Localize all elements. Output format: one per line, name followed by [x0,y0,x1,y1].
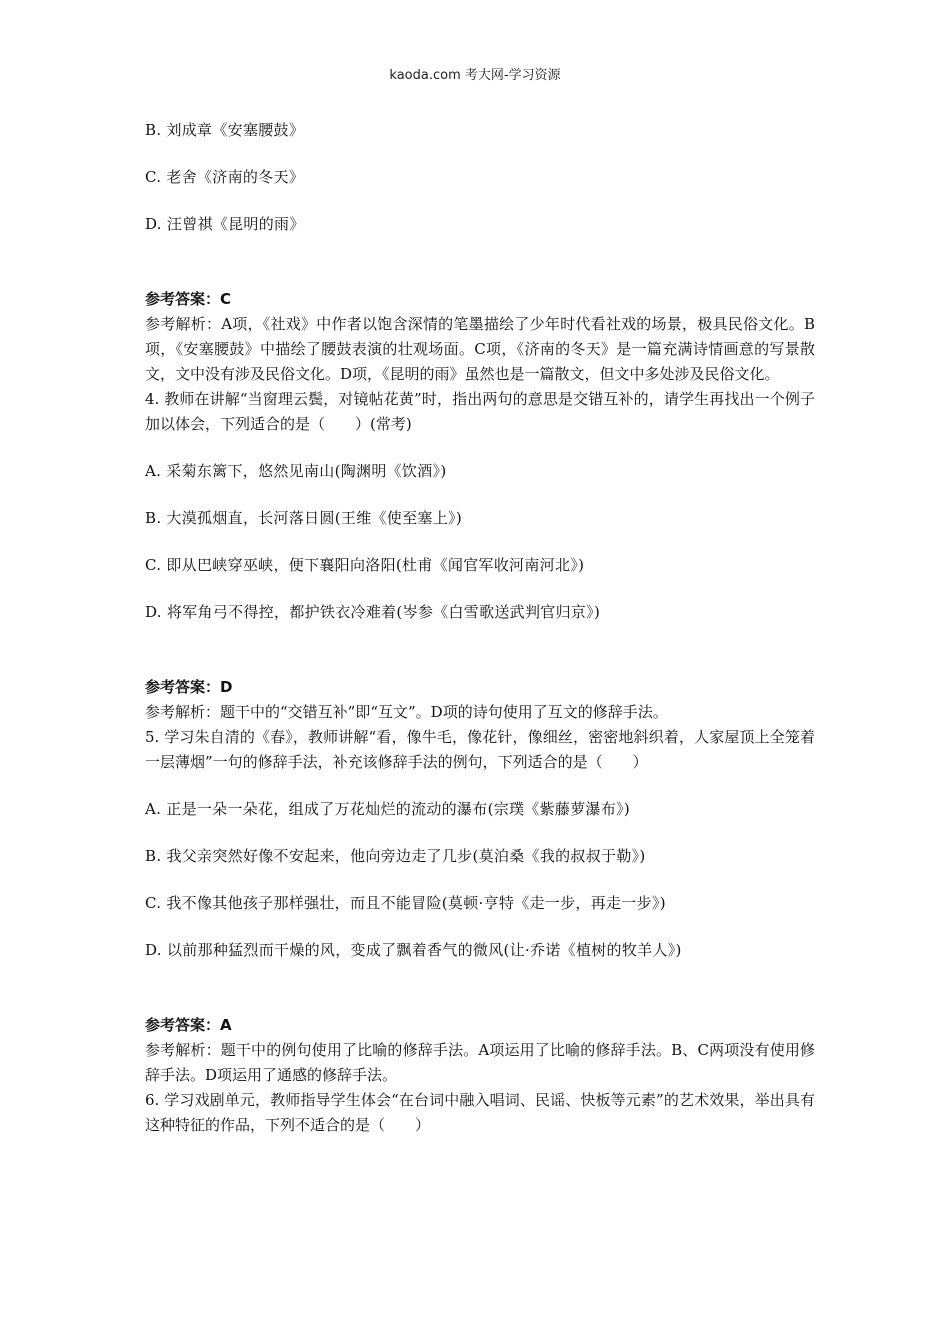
q6-stem: 6. 学习戏剧单元，教师指导学生体会“在台词中融入唱词、民谣、快板等元素”的艺术效果，举出具有这种特征的作品，下列不适合的是（ ） [145,1091,815,1134]
q4-stem: 4. 教师在讲解“当窗理云鬓，对镜帖花黄”时，指出两句的意思是交错互补的，请学生再找出一个例子加以体会，下列适合的是（ ）(常考) [145,390,815,433]
q3-option-b: B. 刘成章《安塞腰鼓》 [145,121,305,139]
q5-analysis: 参考解析：题干中的例句使用了比喻的修辞手法。A项运用了比喻的修辞手法。B、C两项没有使用修辞手法。D项运用了通感的修辞手法。 [145,1041,815,1084]
q3-analysis: 参考解析：A项，《社戏》中作者以饱含深情的笔墨描绘了少年时代看社戏的场景，极具民俗文化。B项，《安塞腰鼓》中描绘了腰鼓表演的壮观场面。C项，《济南的冬天》是一篇充满诗情画意的写景散文，文中没有涉及民俗文化。D项，《昆明的雨》虽然也是一篇散文，但文中多处涉及民俗文化。 [145,315,815,383]
q5-option-a: A. 正是一朵一朵花，组成了万花灿烂的流动的瀑布(宗璞《紫藤萝瀑布》) [145,800,631,818]
q5-option-c: C. 我不像其他孩子那样强壮，而且不能冒险(莫顿·亨特《走一步，再走一步》) [145,894,666,912]
q5-option-d: D. 以前那种猛烈而干燥的风，变成了飘着香气的微风(让·乔诺《植树的牧羊人》) [145,941,682,959]
page-header: kaoda.com 考大网-学习资源 [389,68,561,83]
question-4-options [145,459,815,625]
q4-answer: 参考答案：D [145,678,233,696]
q4-option-b: B. 大漠孤烟直，长河落日圆(王维《使至塞上》) [145,509,462,527]
q4-option-a: A. 采菊东篱下，悠然见南山(陶渊明《饮酒》) [145,462,447,480]
q5-option-b: B. 我父亲突然好像不安起来，他向旁边走了几步(莫泊桑《我的叔叔于勒》) [145,847,646,865]
q5-stem: 5. 学习朱自清的《春》，教师讲解“看，像牛毛，像花针，像细丝，密密地斜织着，人家屋顶上全笼着一层薄烟”一句的修辞手法，补充该修辞手法的例句，下列适合的是（ ） [145,728,815,771]
q3-option-c: C. 老舍《济南的冬天》 [145,168,305,186]
q4-option-d: D. 将军角弓不得控，都护铁衣冷难着(岑参《白雪歌送武判官归京》) [145,603,601,621]
q3-answer: 参考答案：C [145,290,232,308]
q4-analysis: 参考解析：题干中的“交错互补”即“互文”。D项的诗句使用了互文的修辞手法。 [145,703,668,721]
question-3-options [145,118,815,237]
q4-option-c: C. 即从巴峡穿巫峡，便下襄阳向洛阳(杜甫《闻官军收河南河北》) [145,556,585,574]
question-5-options [145,797,815,963]
q3-option-d: D. 汪曾祺《昆明的雨》 [145,215,305,233]
q5-answer: 参考答案：A [145,1016,232,1034]
document-body [145,118,815,1138]
